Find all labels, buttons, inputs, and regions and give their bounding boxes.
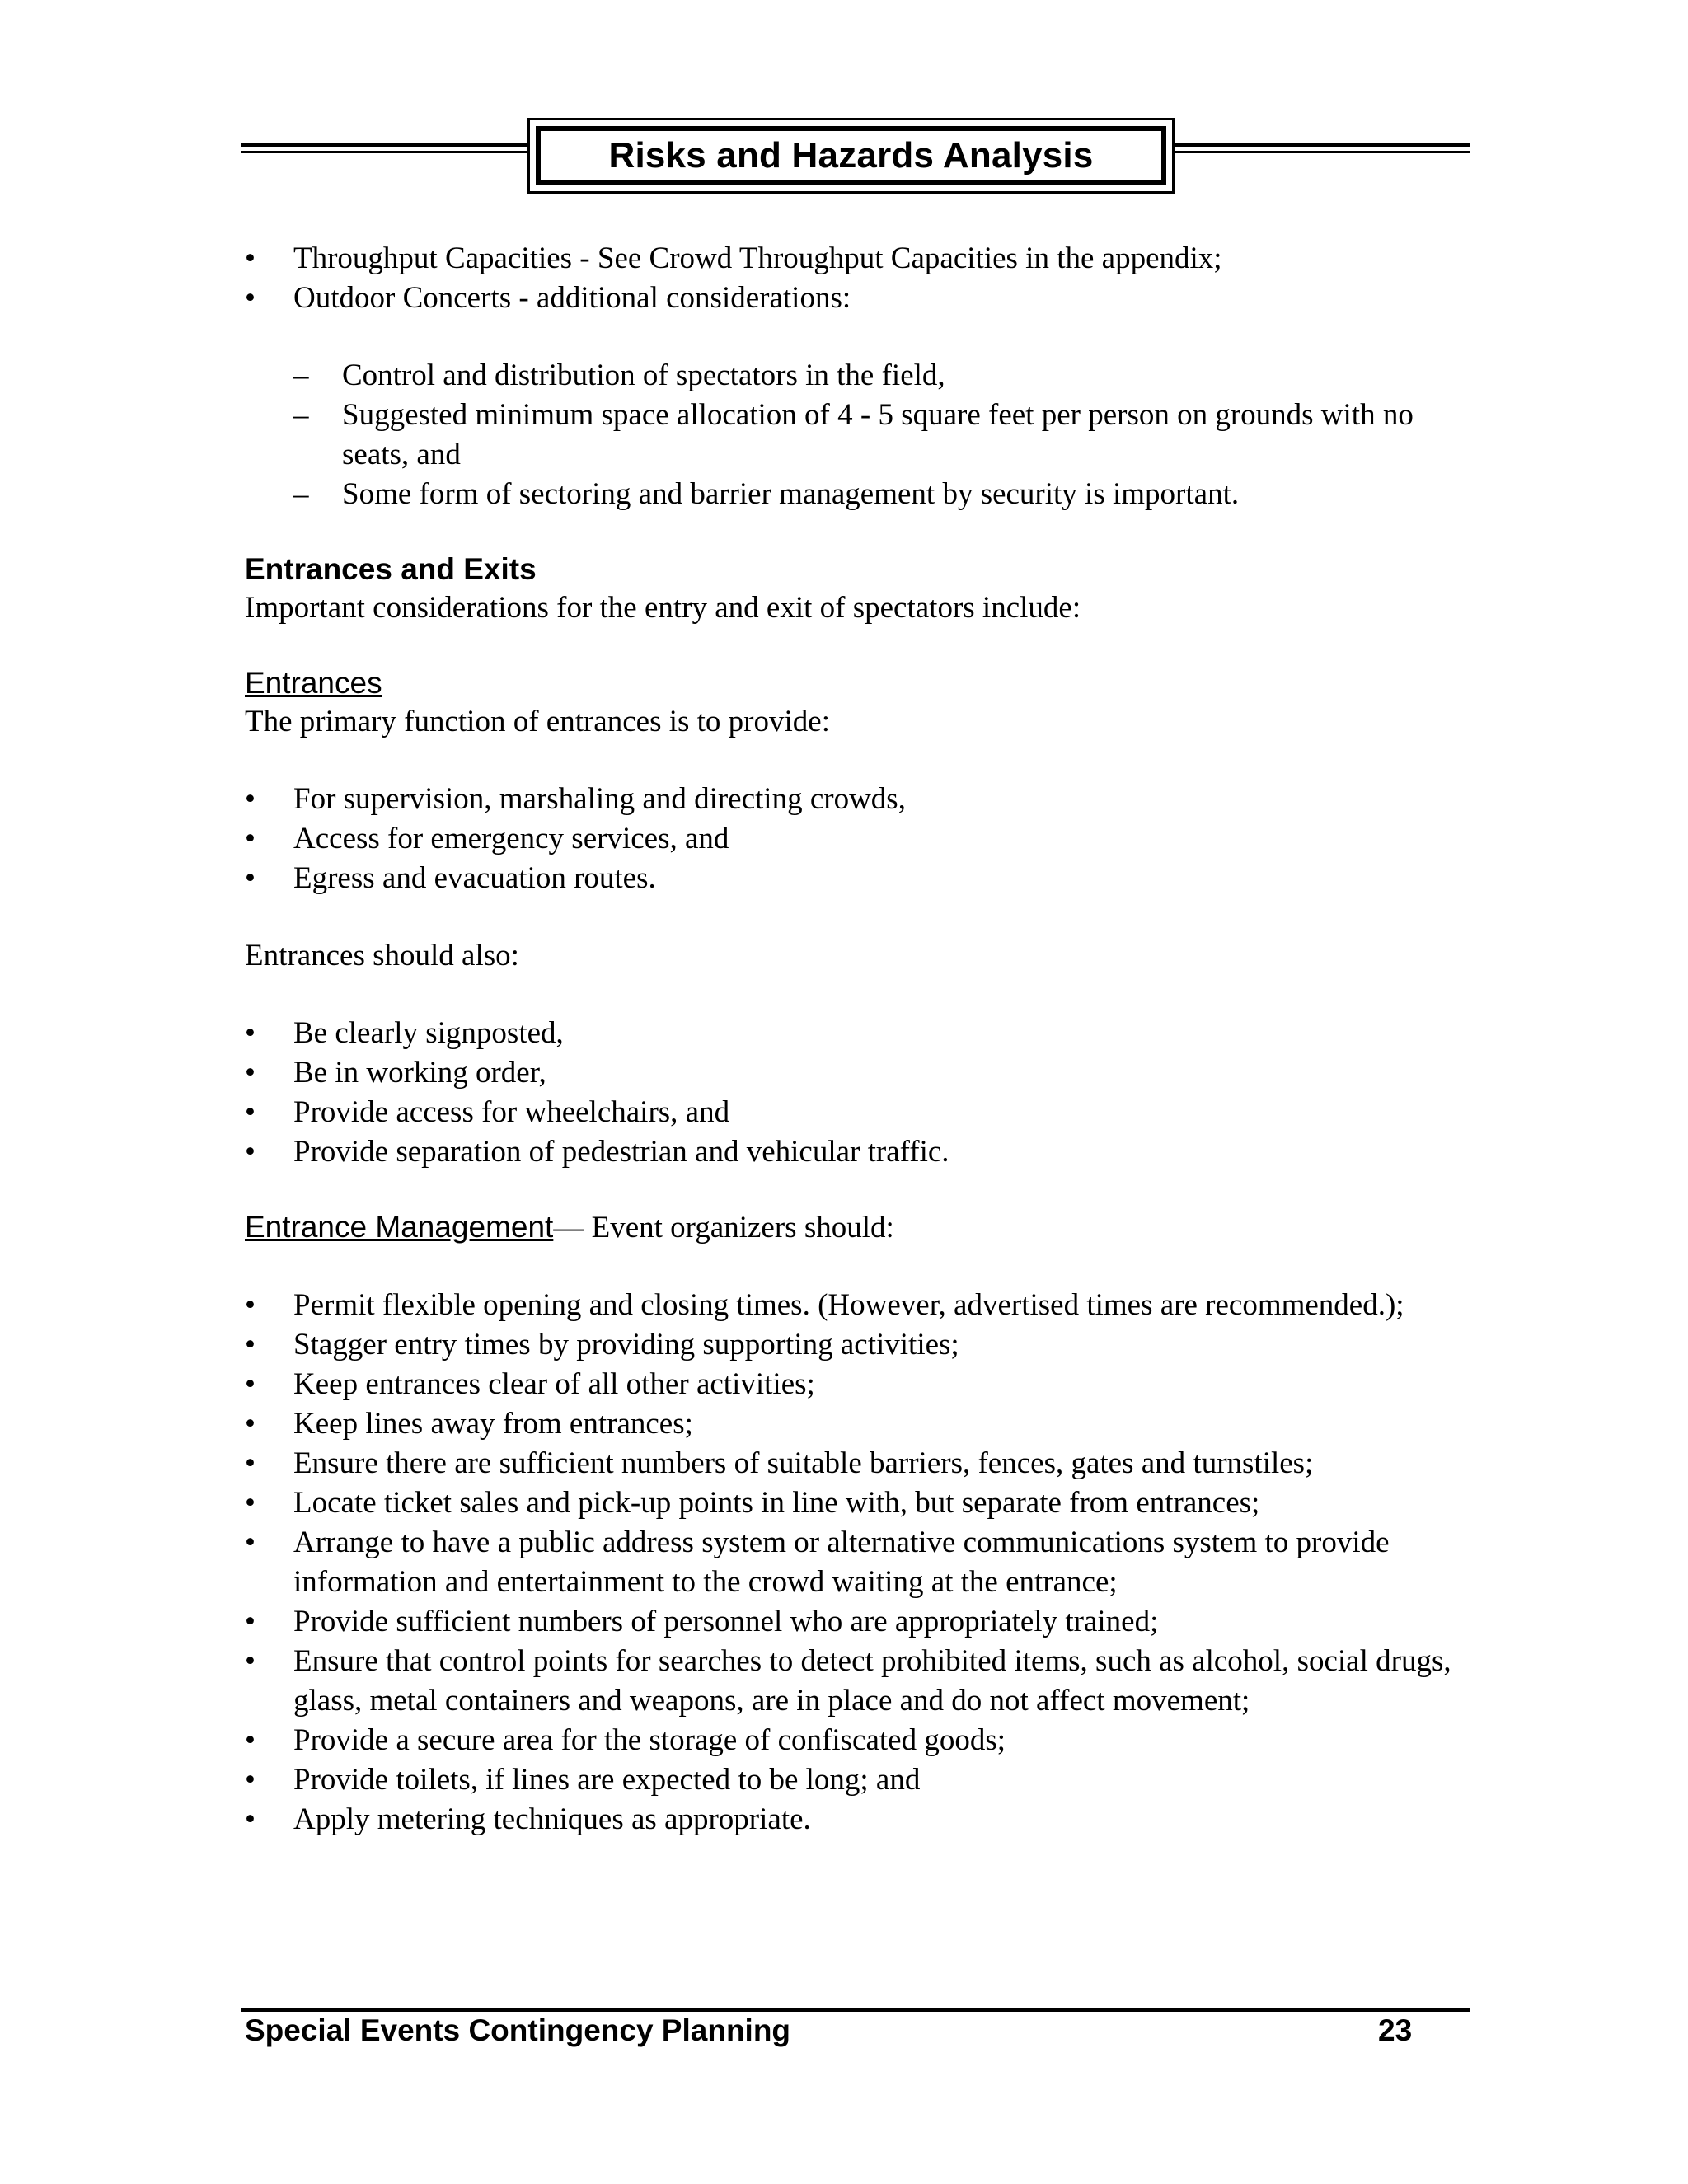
list-item: • Ensure there are sufficient numbers of suitable barriers, fences, gates and turnstiles; [245, 1444, 1481, 1483]
list-item: • Outdoor Concerts - additional considerations: [245, 279, 1481, 318]
list-item: • Provide toilets, if lines are expected to be long; and [245, 1760, 1481, 1800]
dash-icon: – [293, 398, 309, 432]
bullet-icon: • [245, 1605, 256, 1638]
section-intro: Important considerations for the entry and exit of spectators include: [245, 591, 1081, 625]
document-body [245, 239, 1481, 1840]
list-item: • Locate ticket sales and pick-up points in line with, but separate from entrances; [245, 1483, 1481, 1523]
bullet-icon: • [245, 1135, 256, 1169]
subsection-heading-entrance-management: Entrance Management [245, 1210, 554, 1244]
bullet-icon: • [245, 1095, 256, 1129]
list-item: • Provide access for wheelchairs, and [245, 1093, 1481, 1132]
header-title-box [528, 118, 1175, 194]
entrance-also-list [245, 1014, 1481, 1172]
bullet-icon: • [245, 1367, 256, 1401]
header-rule-left [241, 143, 528, 153]
list-item: – Control and distribution of spectators in the field, [293, 356, 1481, 396]
concert-dash-list [245, 356, 1481, 514]
list-item: • Access for emergency services, and [245, 819, 1481, 859]
list-item: • Provide a secure area for the storage of confiscated goods; [245, 1721, 1481, 1760]
list-item: • Provide sufficient numbers of personnel who are appropriately trained; [245, 1602, 1481, 1642]
list-item: • Arrange to have a public address system or alternative communications system to provide information and entertainment to the crowd waiting at the entrance; [245, 1523, 1481, 1602]
management-intro: — Event organizers should: [553, 1211, 894, 1244]
bullet-icon: • [245, 281, 256, 315]
bullet-icon: • [245, 1723, 256, 1757]
list-item: • For supervision, marshaling and directing crowds, [245, 780, 1481, 819]
list-item: • Keep lines away from entrances; [245, 1404, 1481, 1444]
bullet-icon: • [245, 241, 256, 275]
section-heading-entrances-exits: Entrances and Exits [245, 552, 537, 586]
list-item: • Egress and evacuation routes. [245, 859, 1481, 898]
bullet-icon: • [245, 822, 256, 855]
list-item: • Throughput Capacities - See Crowd Throughput Capacities in the appendix; [245, 239, 1481, 279]
bullet-icon: • [245, 1288, 256, 1322]
bullet-icon: • [245, 1016, 256, 1050]
management-list [245, 1286, 1481, 1840]
bullet-icon: • [245, 1328, 256, 1361]
top-bullet-list [245, 239, 1481, 318]
bullet-icon: • [245, 861, 256, 895]
entrances-also-intro: Entrances should also: [245, 939, 519, 972]
header-rule-right [1175, 143, 1470, 153]
list-item: • Be clearly signposted, [245, 1014, 1481, 1053]
bullet-icon: • [245, 1526, 256, 1559]
subsection-intro: The primary function of entrances is to provide: [245, 705, 830, 738]
list-item: • Keep entrances clear of all other activities; [245, 1365, 1481, 1404]
list-item: – Suggested minimum space allocation of 4 - 5 square feet per person on grounds with no seats, and [293, 396, 1481, 475]
footer-rule [241, 2008, 1470, 2012]
list-item: • Apply metering techniques as appropriate. [245, 1800, 1481, 1840]
subsection-heading-entrances: Entrances [245, 666, 382, 700]
list-item: • Stagger entry times by providing supporting activities; [245, 1325, 1481, 1365]
entrance-functions-list [245, 780, 1481, 898]
page-number: 23 [1378, 2013, 1413, 2047]
list-item: • Be in working order, [245, 1053, 1481, 1093]
footer-title: Special Events Contingency Planning [245, 2013, 791, 2047]
bullet-icon: • [245, 1446, 256, 1480]
bullet-icon: • [245, 1407, 256, 1441]
management-heading-line [245, 1208, 1481, 1248]
bullet-icon: • [245, 1644, 256, 1678]
page-title: Risks and Hazards Analysis [608, 135, 1094, 176]
list-item: • Ensure that control points for searches to detect prohibited items, such as alcohol, social drugs, glass, metal containers and weapons, are in place and do not affect movement; [245, 1642, 1481, 1721]
list-item: – Some form of sectoring and barrier management by security is important. [293, 475, 1481, 514]
dash-icon: – [293, 359, 309, 392]
bullet-icon: • [245, 1763, 256, 1797]
bullet-icon: • [245, 1056, 256, 1090]
list-item: • Permit flexible opening and closing times. (However, advertised times are recommended.); [245, 1286, 1481, 1325]
bullet-icon: • [245, 782, 256, 816]
bullet-icon: • [245, 1802, 256, 1836]
list-item: • Provide separation of pedestrian and vehicular traffic. [245, 1132, 1481, 1172]
dash-icon: – [293, 477, 309, 511]
bullet-icon: • [245, 1486, 256, 1520]
